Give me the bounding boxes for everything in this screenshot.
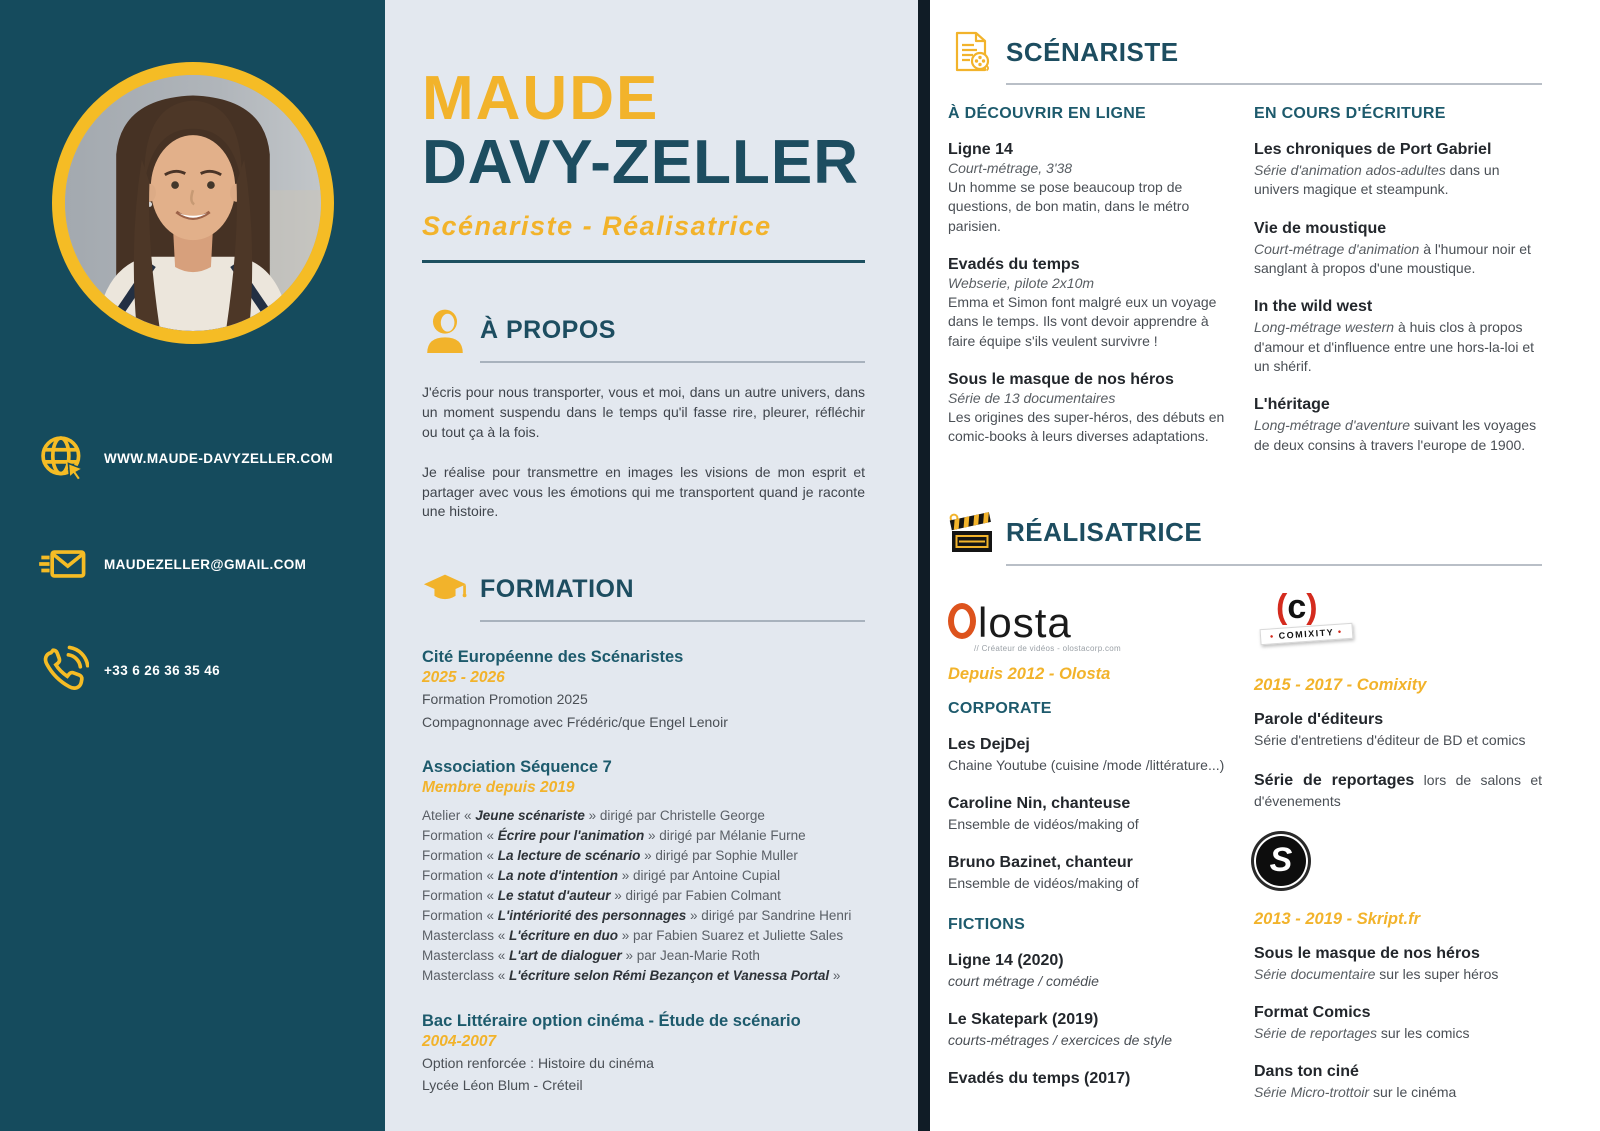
job-subtitle: Scénariste - Réalisatrice xyxy=(422,211,772,242)
comixity-skript-column xyxy=(1254,586,1542,1123)
olosta-logo: losta // Créateur de vidéos - olostacorp.com xyxy=(948,586,1236,653)
contact-email[interactable] xyxy=(34,536,385,592)
online-column xyxy=(948,105,1236,475)
graduation-cap-icon xyxy=(422,566,468,612)
corporate-heading: CORPORATE xyxy=(948,699,1052,717)
formation-entry xyxy=(422,758,865,986)
formation-title: FORMATION xyxy=(480,574,635,603)
work-item: Vie de moustique Court-métrage d'animation à l'humour noir et sanglant à propos d'une moustique. xyxy=(1254,219,1531,276)
olosta-column xyxy=(948,586,1236,1123)
entry-name: Association Séquence 7 xyxy=(422,757,612,776)
olosta-o-mark xyxy=(948,603,976,639)
entry-name: Cité Européenne des Scénaristes xyxy=(422,648,684,667)
course-line: Formation « Écrire pour l'animation » dirigé par Mélanie Furne xyxy=(422,827,806,843)
work-item: Le Skatepark (2019) courts-métrages / exercices de style xyxy=(948,1011,1173,1049)
fictions-heading: FICTIONS xyxy=(948,915,1026,933)
course-line: Formation « Le statut d'auteur » dirigé par Fabien Colmant xyxy=(422,887,781,903)
vertical-divider xyxy=(918,0,930,1131)
work-item: Les chroniques de Port Gabriel Série d'animation ados-adultes dans un univers magique et steampunk. xyxy=(1254,141,1500,198)
skript-period: 2013 - 2019 - Skript.fr xyxy=(1254,909,1420,928)
course-line: Masterclass « L'écriture en duo » par Fabien Suarez et Juliette Sales xyxy=(422,927,844,943)
divider xyxy=(480,361,865,363)
writing-heading: EN COURS D'ÉCRITURE xyxy=(1254,105,1446,122)
work-item: Dans ton ciné Série Micro-trottoir sur le cinéma xyxy=(1254,1063,1457,1101)
about-paragraph: Je réalise pour transmettre en images les visions de mon esprit et partager avec vous les émotions qui me transportent quand je raconte une histoire. xyxy=(422,463,865,520)
main-column xyxy=(385,0,918,1131)
writing-column xyxy=(1254,105,1542,475)
about-paragraph: J'écris pour nous transporter, vous et moi, dans un autre univers, dans un moment suspendu dans le temps qu'il fasse rire, pleurer, réfléchir ou tout ça à la fois. xyxy=(422,384,865,440)
divider xyxy=(1006,83,1542,85)
work-item: Bruno Bazinet, chanteur Ensemble de vidéos/making of xyxy=(948,854,1139,892)
work-item: Sous le masque de nos héros Série documentaire sur les super héros xyxy=(1254,944,1499,982)
entry-period: 2025 - 2026 xyxy=(422,669,505,687)
online-heading: À DÉCOUVRIR EN LIGNE xyxy=(948,105,1147,122)
formation-entry xyxy=(422,648,865,732)
website-label: WWW.MAUDE-DAVYZELLER.COM xyxy=(104,450,334,466)
clapperboard-icon xyxy=(946,509,996,557)
course-line: Formation « La lecture de scénario » dirigé par Sophie Muller xyxy=(422,847,798,863)
entry-line: Option renforcée : Histoire du cinéma xyxy=(422,1054,654,1071)
divider xyxy=(1006,564,1542,566)
script-icon xyxy=(946,28,996,76)
work-item: Les DejDej Chaine Youtube (cuisine /mode /littérature...) xyxy=(948,735,1225,773)
work-item: Evadés du temps Webserie, pilote 2x10m Emma et Simon font malgré eux un voyage dans le temps. Ils vont devoir apprendre à faire équipe s'ils veulent survivre ! xyxy=(948,255,1217,349)
work-item: L'héritage Long-métrage d'aventure suivant les voyages de deux consins à travers l'europe de 1900. xyxy=(1254,396,1537,453)
realisatrice-section xyxy=(946,509,1542,1123)
email-label: MAUDEZELLER@GMAIL.COM xyxy=(104,556,307,572)
comixity-logo: (c) • COMIXITY • xyxy=(1254,586,1542,664)
about-section xyxy=(422,307,865,522)
phone-label: +33 6 26 36 35 46 xyxy=(104,662,221,678)
email-icon xyxy=(34,536,92,592)
portrait-illustration xyxy=(65,75,321,331)
entry-line: Formation Promotion 2025 xyxy=(422,691,588,708)
first-name: MAUDE xyxy=(422,64,660,133)
sidebar xyxy=(0,0,385,1131)
course-line: Formation « La note d'intention » dirigé par Antoine Cupial xyxy=(422,867,781,883)
formation-entry xyxy=(422,1012,865,1096)
entry-period: 2004-2007 xyxy=(422,1032,497,1050)
work-item: Ligne 14 (2020) court métrage / comédie xyxy=(948,951,1099,989)
work-item: Evadés du temps (2017) xyxy=(948,1070,1131,1088)
course-line: Formation « L'intériorité des personnages » dirigé par Sandrine Henri xyxy=(422,907,852,923)
profile-photo xyxy=(52,62,334,344)
work-item: In the wild west Long-métrage western à huis clos à propos d'amour et d'influence entre une hors-la-loi et un shérif. xyxy=(1254,298,1535,374)
olosta-tagline: // Créateur de vidéos - olostacorp.com xyxy=(974,643,1122,653)
phone-icon xyxy=(34,642,92,698)
work-item: Caroline Nin, chanteuse Ensemble de vidéos/making of xyxy=(948,795,1139,833)
work-item: Parole d'éditeurs Série d'entretiens d'éditeur de BD et comics xyxy=(1254,710,1526,748)
work-item: Série de reportages lors de salons et d'évenements xyxy=(1254,772,1542,810)
skript-logo: S xyxy=(1254,832,1542,898)
divider xyxy=(422,260,865,263)
right-column xyxy=(930,0,1600,1131)
comixity-period: 2015 - 2017 - Comixity xyxy=(1254,675,1427,694)
name-header xyxy=(422,64,865,263)
entry-name: Bac Littéraire option cinéma - Étude de scénario xyxy=(422,1011,801,1030)
course-list xyxy=(422,806,865,986)
last-name: DAVY-ZELLER xyxy=(422,128,859,197)
formation-section xyxy=(422,566,865,1095)
scenariste-section xyxy=(946,28,1542,475)
about-title: À PROPOS xyxy=(480,315,616,344)
contact-phone[interactable] xyxy=(34,642,385,698)
work-item: Format Comics Série de reportages sur les comics xyxy=(1254,1003,1470,1041)
work-item: Ligne 14 Court-métrage, 3'38 Un homme se pose beaucoup trop de questions, de bon matin, dans le métro parisien. xyxy=(948,141,1190,234)
realisatrice-title: RÉALISATRICE xyxy=(1006,517,1203,548)
entry-line: Compagnonnage avec Frédéric/que Engel Lenoir xyxy=(422,713,728,730)
contact-list xyxy=(0,430,385,698)
olosta-period: Depuis 2012 - Olosta xyxy=(948,664,1111,683)
entry-line: Lycée Léon Blum - Créteil xyxy=(422,1076,583,1093)
person-icon xyxy=(422,307,468,353)
course-line: Masterclass « L'écriture selon Rémi Bezançon et Vanessa Portal » xyxy=(422,967,841,983)
course-line: Atelier « Jeune scénariste » dirigé par Christelle George xyxy=(422,807,765,823)
course-line: Masterclass « L'art de dialoguer » par Jean-Marie Roth xyxy=(422,947,760,963)
work-item: Sous le masque de nos héros Série de 13 documentaires Les origines des super-héros, des débuts en comic-books à leurs diverses adaptations. xyxy=(948,370,1225,445)
globe-icon xyxy=(34,430,92,486)
contact-website[interactable] xyxy=(34,430,385,486)
scenariste-title: SCÉNARISTE xyxy=(1006,36,1179,67)
divider xyxy=(480,620,865,622)
entry-period: Membre depuis 2019 xyxy=(422,778,575,796)
